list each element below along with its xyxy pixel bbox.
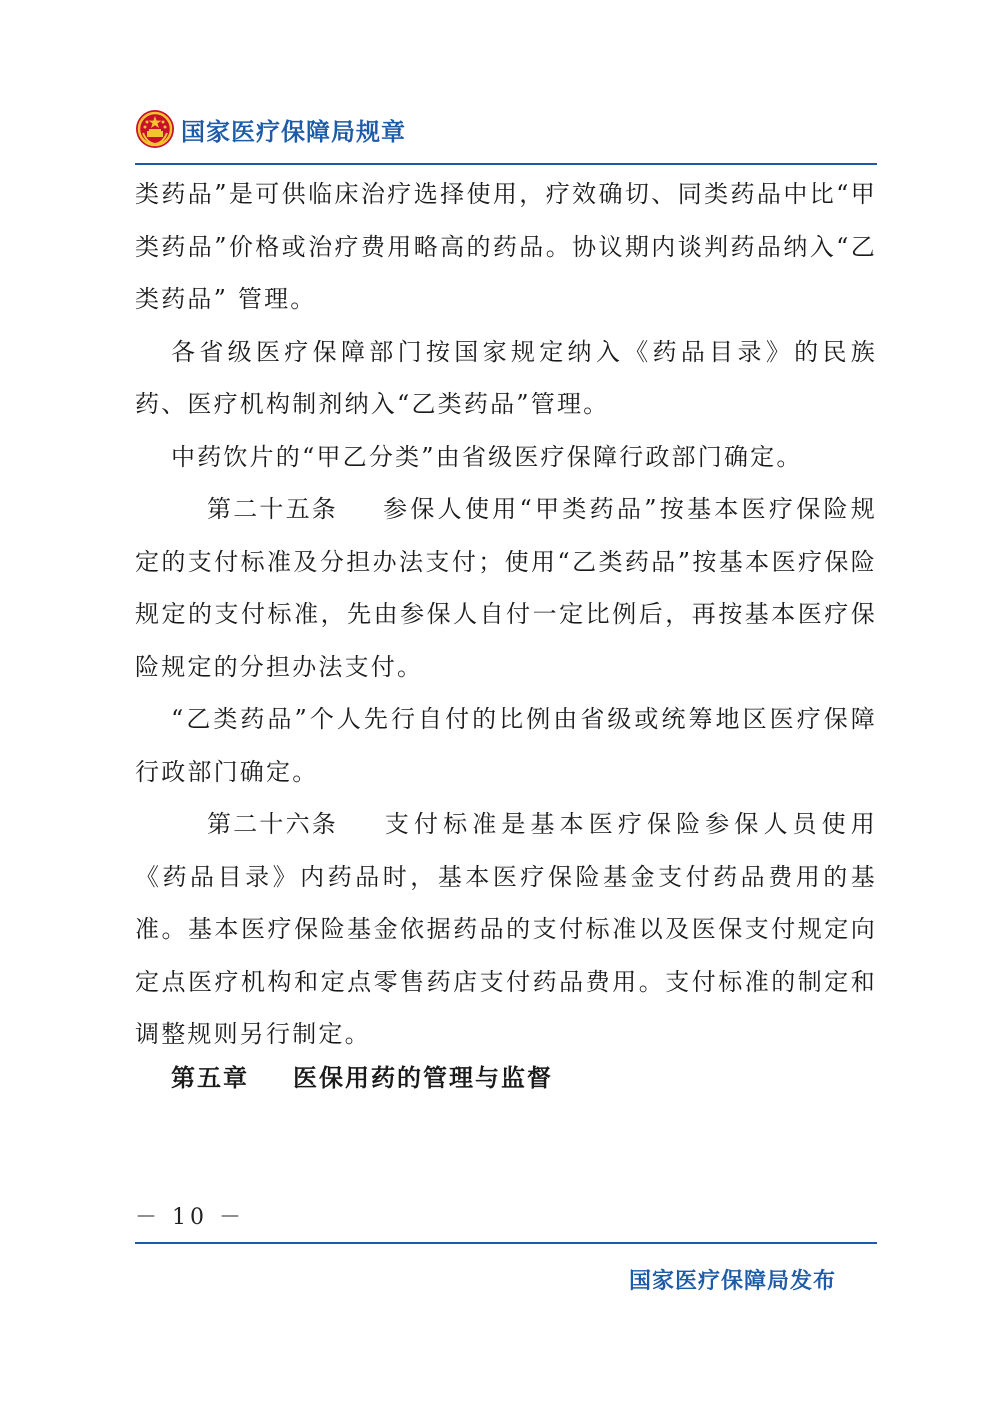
article-25-text: 参保人使用“甲类药品”按基本医疗保险规定的支付标准及分担办法支付；使用“乙类药品”按基本医疗保险规定的支付标准，先由参保人自付一定比例后，再按基本医疗保险规定的分担办法支付。 [135,495,877,681]
chapter-heading [171,1058,553,1093]
paragraph-3: 中药饮片的“甲乙分类”由省级医疗保障行政部门确定。 [171,442,803,471]
article-26 [135,798,877,1061]
national-emblem-icon [135,109,175,149]
paragraph-1: 类药品”是可供临床治疗选择使用，疗效确切、同类药品中比“甲类药品”价格或治疗费用略高的药品。协议期内谈判药品纳入“乙类药品” 管理。 [135,180,877,313]
footer-publisher: 国家医疗保障局发布 [628,1269,836,1294]
chapter-number: 第五章 [171,1064,249,1092]
article-26-text: 支付标准是基本医疗保险参保人员使用《药品目录》内药品时，基本医疗保险基金支付药品费用的基准。基本医疗保险基金依据药品的支付标准以及医保支付规定向定点医疗机构和定点零售药店支付药品费用。支付标准的制定和调整规则另行制定。 [135,810,877,1048]
article-26-heading: 第二十六条 [207,810,338,838]
article-25-heading: 第二十五条 [207,495,338,523]
article-25 [135,483,877,693]
footer-divider [135,1242,877,1244]
paragraph-2: 各省级医疗保障部门按国家规定纳入《药品目录》的民族药、医疗机构制剂纳入“乙类药品”管理。 [135,337,877,418]
page-number: － 10 － [135,1205,245,1230]
header-title: 国家医疗保障局规章 [181,117,406,146]
document-body [135,168,877,1061]
chapter-title: 医保用药的管理与监督 [293,1064,553,1092]
paragraph-5: “乙类药品”个人先行自付的比例由省级或统筹地区医疗保障行政部门确定。 [135,705,877,786]
header-divider [135,163,877,165]
page-header [135,104,406,154]
